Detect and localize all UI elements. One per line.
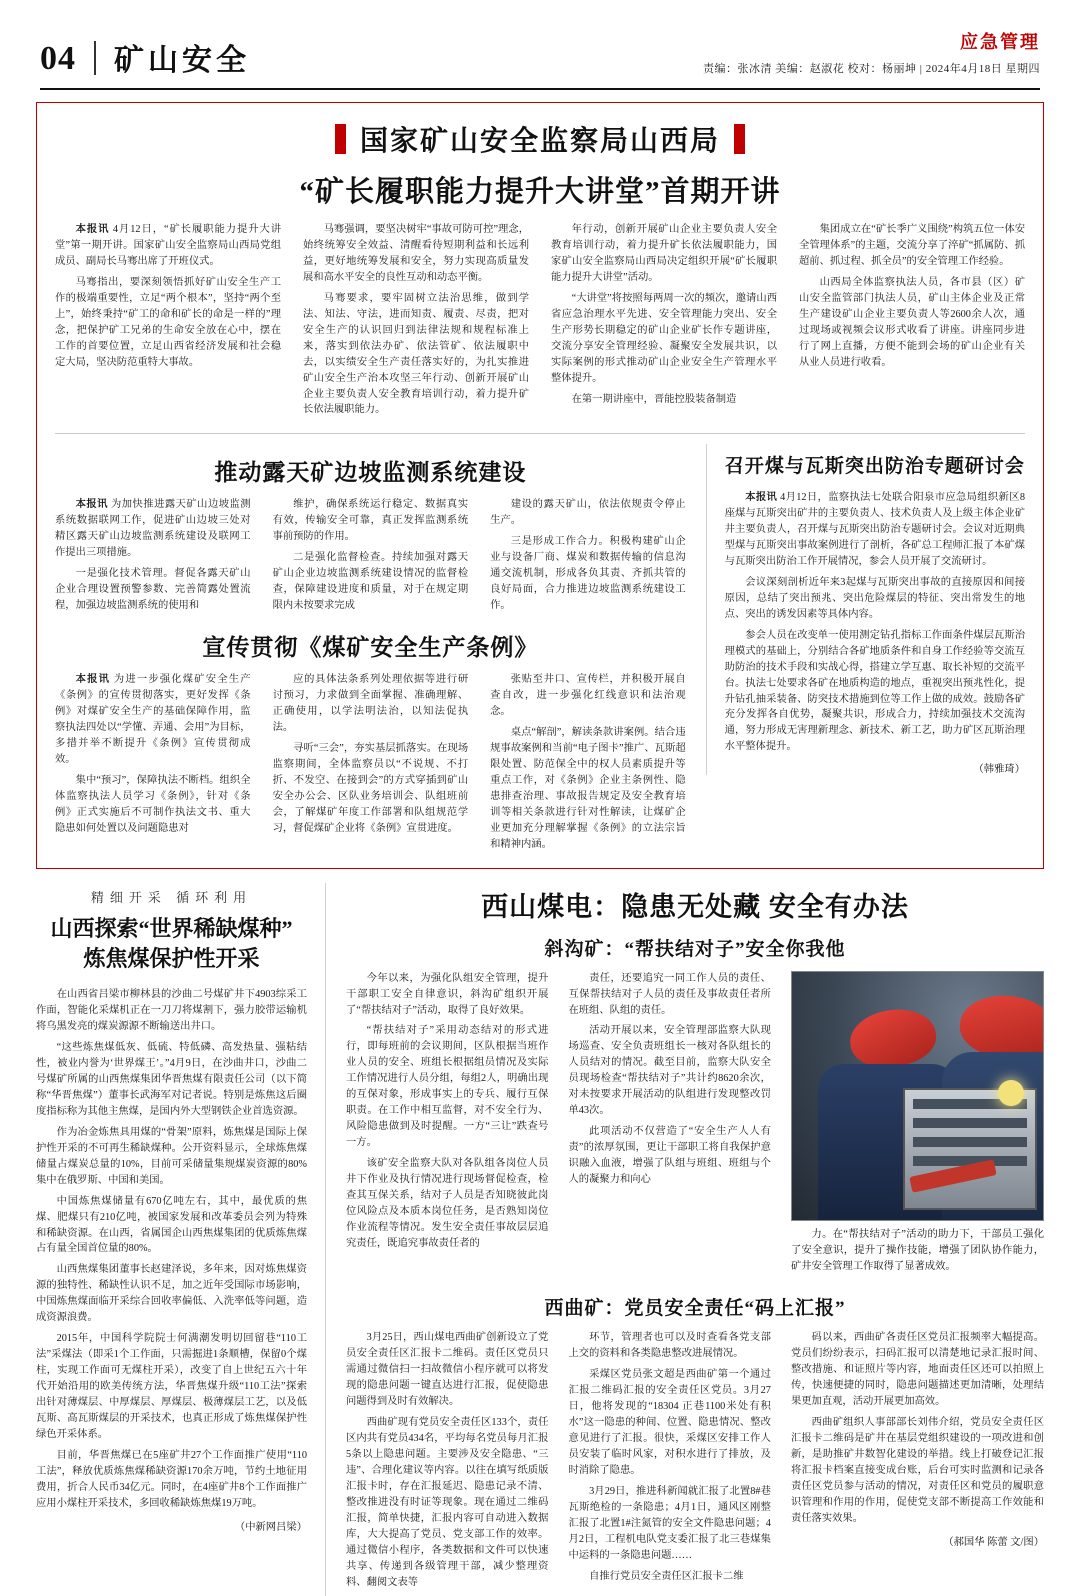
xiegou-columns bbox=[346, 971, 1044, 1280]
article-headline: 宣传贯彻《煤矿安全生产条例》 bbox=[202, 635, 539, 661]
paragraph: 维护，确保系统运行稳定、数据真实有效，传输安全可靠，真正发挥监测系统事前预防的作用。 bbox=[272, 499, 469, 543]
banner-tick-left-icon bbox=[335, 124, 346, 154]
regulation-columns bbox=[55, 672, 686, 857]
article-headline: 推动露天矿边坡监测系统建设 bbox=[214, 460, 527, 486]
masthead bbox=[0, 0, 1080, 82]
slope-col-1 bbox=[55, 497, 251, 619]
xiqu-col-3 bbox=[791, 1330, 1044, 1595]
lead-col-2 bbox=[303, 222, 529, 423]
paragraph: 西曲矿组织人事部部长刘伟介绍，党员安全责任区汇报卡二维码是矿井在基层党组织建设的一项改进和创新，是助推矿井数智化建设的举措。线上打破登记汇报将汇报卡档案直接变成台账，后台可实时监测和记录各责任区党员参与活动的情况，对责任区和党员的履职意识管理和作用的作用，促使党支部不断提高工作效能和责任落实效果。 bbox=[790, 1417, 1045, 1524]
banner-title: 国家矿山安全监察局山西局 bbox=[359, 125, 720, 156]
regulation-col-2 bbox=[273, 672, 469, 857]
paragraph: 二是强化监督检查。持续加强对露天矿山企业边坡监测系统建设情况的监督检查，保障建设进度和质量，对于在规定期限内未按要求完成 bbox=[272, 552, 469, 612]
paragraph: 集团成立在“矿长季广义围绕”构筑五位一体安全管理体系”的主题，交流分享了淬矿“抓属防、抓超前、抓过程、抓全员”的安全管理工作经验。 bbox=[799, 224, 1025, 267]
masthead-divider bbox=[94, 41, 96, 75]
regulation-col-3 bbox=[490, 672, 686, 857]
article-headline: 召开煤与瓦斯突出防治专题研讨会 bbox=[724, 456, 1025, 478]
xiqu-col-2 bbox=[568, 1330, 770, 1595]
lamp-icon bbox=[998, 1080, 1024, 1106]
paragraph: 西曲矿现有党员安全责任区133个，责任区内共有党员434名，平均每名党员每月汇报5条以上隐患问题。主要涉及安全隐患、“三违”、合理化建议等内容。以往在填写纸质版汇报卡时，存在汇报延迟、隐患记录不清、整改推进没有时证等现象。现在通过二维码汇报，简单快捷，汇报内容可自动进入数据库，大大提高了党员、党支部工作的效率。通过微信小程序，各类数据和文件可以快速共享、传递到各级管理干部，减少整理资料、翻阅文表等 bbox=[346, 1417, 549, 1588]
mine-workers-photo bbox=[791, 971, 1044, 1221]
paragraph: 采煤区党员张文超是西曲矿第一个通过汇报二维码汇报的安全责任区党员。3月27日，他将发现的“18304 正巷1100米处有积水”这一隐患的种间、位置、隐患情况、整改意见进行了汇报。很快，采煤区安排工作人员安装了临时风家，对积水进行了排放，及时消除了隐患。 bbox=[568, 1369, 771, 1477]
paragraph: 在山西省吕梁市柳林县的沙曲二号煤矿井下4903综采工作面，智能化采煤机正在一刀刀将煤割下，强力胶带运输机将乌黑发亮的煤炭源源不断输送出井口。 bbox=[36, 989, 307, 1033]
paragraph: 目前，华晋焦煤已在5座矿井27个工作面推广使用“110工法”，释放优质炼焦煤稀缺资源170余万吨，节约土地征用费用，折合人民币34亿元。同时，在4座矿井8个工作面推广应用小煤柱开采技术，多回收稀缺炼焦煤19万吨。 bbox=[36, 1449, 307, 1509]
paragraph: 山西焦煤集团董事长赵建泽说，多年来，因对炼焦煤资源的独特性、稀缺性认识不足，加之近年受国际市场影响，中国炼焦煤面临开采综合回收率偏低、入洗率低等问题，造成资源浪费。 bbox=[36, 1264, 307, 1324]
paragraph: 2015年，中国科学院院士何满潮发明切回留巷“110工法”采煤法（即采1个工作面，只需掘进1条顺槽，保留0个煤柱，实现工作面可无煤柱开采），改变了自上世纪五六十年代开始沿用的欧美传统方法，华晋焦煤升级“110工法”探索出针对薄煤层、中厚煤层、厚煤层、极薄煤层工艺，以及低瓦斯、高瓦斯煤层的开采技术，也真正形成了炼焦煤保护性绿色开采体系。 bbox=[36, 1333, 307, 1440]
lead-col-4 bbox=[799, 222, 1025, 423]
paragraph: 马骞要求，要牢固树立法治思维，做到学法、知法、守法，进而知责、履责、尽责，把对安全生产的认识回归到法律法规和规程标准上来，落实到依法办矿、依法管矿、依法履职中去，以实绩安全生产责任落实好的，为扎实推进矿山安全生产治本攻坚三年行动、创新开展矿山企业主要负责人安全教育培训行动，着力提升矿长依法履职能力。 bbox=[303, 292, 529, 416]
xiqu-col-1 bbox=[346, 1330, 548, 1595]
paragraph: 今年以来，为强化队组安全管理，提升干部职工安全自律意识，斜沟矿组织开展了“帮扶结对子”活动，取得了良好效果。 bbox=[346, 972, 549, 1016]
article-kicker: 精细开采 循环利用 bbox=[90, 889, 253, 905]
paragraph: 该矿安全监察大队对各队组各岗位人员井下作业及执行情况进行现场督促检查，检查其互保关系，结对子人员是否知晓彼此岗位风险点及本质本岗位任务，是否熟知岗位作业流程等情况。发生安全责任事故层层追究责任，既追究事故责任者的 bbox=[346, 1158, 549, 1249]
paragraph: 张贴至井口、宣传栏，并积极开展自查自改，进一步强化红线意识和法治观念。 bbox=[490, 674, 686, 718]
paragraph: 山西局全体监察执法人员，各市县（区）矿山安全监管部门执法人员，矿山主体企业及正常生产建设矿山企业主要负责人等2600余人次，通过现场或视频会议形式收看了讲座。讲座同步进行了网上直播，方便不能到会场的矿山企业有关从业人员进行收看。 bbox=[799, 276, 1025, 368]
paragraph: 本报讯 4月12日，监察执法七处联合阳泉市应急局组织新区8座煤与瓦斯突出矿井的主要负责人、技术负责人及上级主体企业矿井主要负责人，召开煤与瓦斯突出防治专题研讨会。会议对近期典型煤与瓦斯突出事故案例进行了剖析，各矿总工程师汇报了本矿煤与瓦斯突出防治工作开展情况，参会人员开展了交流研讨。 bbox=[724, 492, 1026, 567]
top-feature-box bbox=[36, 102, 1044, 869]
masthead-rule bbox=[40, 88, 1040, 90]
paragraph: 集中“预习”，保障执法不断档。组织全体监察执法人员学习《条例》，针对《条例》正式实施后不可制作执法文书、重大隐患如何处置以及问题隐患对 bbox=[55, 774, 251, 834]
paragraph: 一是强化技术管理。督促各露天矿山企业合理设置预警参数、完善简露处置流程，加强边坡监测系统的使用和 bbox=[55, 568, 251, 612]
lead-headline: “矿长履职能力提升大讲堂”首期开讲 bbox=[299, 176, 781, 208]
paragraph: 会议深刻剖析近年来3起煤与瓦斯突出事故的直接原因和间接原因，总结了突出预兆、突出危险煤层的特征、突出常发生的地点、突出的诱发因素等具体内容。 bbox=[724, 576, 1025, 620]
section-title: 矿山安全 bbox=[114, 44, 250, 77]
paragraph: 本报讯 为加快推进露天矿山边坡监测系统数据联网工作，促进矿山边坡三处对精区露天矿山边坡监测系统建设及联网工作提出三项措施。 bbox=[55, 499, 251, 559]
paragraph: 参会人员在改变单一使用测定钻孔指标工作面条件煤层瓦斯治理模式的基础上，分别结合各矿地质条件和自身工作经验等交流互助防治的技术手段和实战心得，搭建立学互惠、取长补短的交流平台。执法七处要求各矿在地质构造的地点，重视突出预兆性化，提升钻孔抽采装备、防突技术措施到位等工作上做的成效。鼓励各矿充分发挥各自优势，凝聚共识，形成合力，持续加强技术交流沟通，努力形成无害理新理念、新技术、新工艺，助力矿区瓦斯治理水平整体提升。 bbox=[724, 629, 1025, 753]
slope-col-3 bbox=[490, 497, 686, 619]
edition-credits: 责编：张冰清 美编：赵淑花 校对：杨丽坤 | 2024年4月18日 星期四 bbox=[703, 63, 1040, 75]
subheadline-xiqu: 西曲矿：党员安全责任“码上汇报” bbox=[544, 1298, 846, 1320]
lead-col-1 bbox=[55, 222, 281, 423]
photo-credit: （郝国华 陈蕾 文/图） bbox=[943, 1536, 1045, 1548]
paragraph: 此项活动不仅营造了“安全生产人人有责”的浓厚氛围，更让干部职工将自我保护意识融入血液，增强了队组与班组、班组与个人的凝聚力和向心 bbox=[568, 1126, 771, 1186]
paragraph: 本报讯 为进一步强化煤矿安全生产《条例》的宣传贯彻落实，更好发挥《条例》对煤矿安全生产的基础保障作用，监察执法四处以“学懂、弄通、会用”为目标，多措并举不断提升《条例》宣传贯彻成效。 bbox=[55, 674, 251, 765]
helmet-icon bbox=[846, 1004, 939, 1071]
paragraph: 力。在“帮扶结对子”活动的助力下，干部员工强化了安全意识，提升了操作技能，增强了团队协作能力，矿井安全管理工作取得了显著成效。 bbox=[790, 1228, 1045, 1272]
paragraph: 中国炼焦煤储量有670亿吨左右，其中，最优质的焦煤、肥煤只有210亿吨，被国家发展和改革委员会列为特殊和稀缺资源。在山西，省属国企山西焦煤集团的优质炼焦煤占有量全国首位量的80%。 bbox=[36, 1195, 307, 1255]
section-divider bbox=[55, 433, 1025, 434]
page-number: 04 bbox=[40, 40, 76, 77]
byline: （韩雅琦） bbox=[973, 764, 1025, 776]
paragraph: 本报讯 4月12日，“矿长履职能力提升大讲堂”第一期开讲。国家矿山安全监察局山西局党组成员、副局长马骞出席了开班仪式。 bbox=[55, 224, 282, 267]
paragraph: 活动开展以来，安全管理部监察大队现场巡查、安全负责班组长一核对各队组长的人员结对的情况。截至目前，监察大队安全员现场检查“帮扶结对子”共计约8620余次，对未按要求开展活动的队组进行发现整改罚单43次。 bbox=[568, 1025, 771, 1117]
paragraph: “大讲堂”将按照每两周一次的频次，邀请山西省应急治理水平先进、安全管理能力突出、安全生产形势长期稳定的矿山企业矿长作专题讲座，交流分享安全管理经验、凝聚安全发展共识，以实际案例的形式推动矿山企业安全生产管理水平整体提升。 bbox=[551, 292, 777, 384]
control-panel bbox=[903, 1088, 1037, 1210]
banner-tick-right-icon bbox=[734, 124, 745, 154]
paragraph: 建设的露天矿山，依法依规责令停止生产。 bbox=[490, 499, 686, 527]
paragraph: 三是形成工作合力。积极构建矿山企业与设备厂商、煤炭和数据传输的信息沟通交流机制，形成各负其责、齐抓共管的良好局面，合力推进边坡监测系统建设工作。 bbox=[490, 536, 686, 612]
paragraph: 责任，还要追究一同工作人员的责任、互保帮扶结对子人员的责任及事故责任者所在班组、队组的责任。 bbox=[568, 972, 771, 1016]
lead-col-3 bbox=[551, 222, 777, 423]
paragraph: “帮扶结对子”采用动态结对的形式进行，即每班前的会议期间，区队根据当班作业人员的安全、班组长根据组员情况及实际工作情况进行人员分组，每组2人，明确出现的互保对象，形成事实上的专兵、履行互保职责。在工作中相互监督，对不安全行为、风险隐患做到及时提醒。一方“三让”跌查号一方。 bbox=[346, 1025, 549, 1149]
paragraph: 环节，管理者也可以及时查看各党支部上交的资料和各类隐患整改进展情况。 bbox=[568, 1332, 771, 1360]
article-source: （中新网吕梁） bbox=[234, 1521, 307, 1533]
paragraph: 桌点“解剖”，解读条款讲案例。结合违规事故案例和当前“电子图卡”推广、瓦斯超限处置、防范保全中的权人员素质提升等重点工作，对《条例》企业主条例性、隐患排查治理、事故报告规定及安全教育培训等相关条款进行针对性解读，让煤矿企业更加充分理解掌握《条例》的立法宗旨和精神内涵。 bbox=[490, 726, 686, 850]
paragraph: 年行动，创新开展矿山企业主要负责人安全教育培训行动，着力提升矿长依法履职能力，国家矿山安全监察局山西局决定组织开展“矿长履职能力提升大讲堂”活动。 bbox=[551, 224, 777, 283]
xiegou-col-3 bbox=[791, 971, 1044, 1280]
paragraph: 在第一期讲座中，晋能控股装备制造 bbox=[571, 393, 737, 405]
subheadline-xiegou: 斜沟矿：“帮扶结对子”安全你我他 bbox=[544, 938, 846, 960]
paragraph: 3月29日，推进科新闻就汇报了北置8#巷瓦斯绝检的一条隐患；4月1日，通风区刚整汇报了北置1#注氮管的安全文件隐患问题；4月2日，工程机电队党支委汇报了北三巷煤集中运料的一条隐患问题…… bbox=[568, 1486, 771, 1561]
secondary-articles bbox=[55, 444, 1025, 857]
paragraph: 作为冶金炼焦具用煤的“骨架”原料，炼焦煤是国际上保护性开采的不可再生稀缺煤种。公开资料显示，全球炼焦煤储量占煤炭总量的10%，目前可采储量集规煤炭资源的80%集中在俄罗斯、中国和美国。 bbox=[36, 1126, 307, 1186]
masthead-right bbox=[703, 28, 1040, 76]
coking-coal-article bbox=[36, 883, 326, 1596]
paragraph: “这些炼焦煤低灰、低硫、特低磷、高发热量、强粘结性，被业内誉为‘世界煤王’。”4月9日，在沙曲井口，沙曲二号煤矿所属的山西焦煤集团华晋焦煤有限责任公司（以下简称“华晋焦煤”）董事长武海军对记者说。特别是炼焦这后圈度指标称为其他主焦煤，是国内外大型钢铁企业首选资源。 bbox=[36, 1042, 307, 1117]
lead-article-columns bbox=[55, 222, 1025, 423]
paragraph: 寻听“三会”，夯实基层抓落实。在现场监察期间，全体监察员以“不说规、不打折、不发空、在接到会”的方式穿插到矿山安全办公会、区队业务培训会、队组班前会，了解煤矿年度工作部署和队组规范学习，督促煤矿企业将《条例》宣贯进度。 bbox=[272, 742, 469, 834]
xiegou-col-2 bbox=[568, 971, 770, 1280]
xiqu-columns bbox=[346, 1330, 1044, 1595]
paragraph: 马骞指出，要深刻领悟抓好矿山安全生产工作的极端重要性，立足“两个根本”，坚持“两个至上”，始终秉持“矿工的命和矿长的命是一样的”理念，把保护矿工兄弟的生命安全放在心中，摆在工作的首要位置，立足山西省经济发展和社会稳定大局，坚决防范重特大事故。 bbox=[55, 276, 281, 368]
paragraph: 码以来，西曲矿各责任区党员汇报频率大幅提高。党员们纷纷表示，扫码汇报可以清楚地记录汇报时间、整改措施、和证照片等内容，地面责任区还可以拍照上传，快速便捷的同时，隐患问题描述更加清晰，处理结果更加直观，活动开展更加高效。 bbox=[790, 1332, 1045, 1408]
paragraph: 自推行党员安全责任区汇报卡二维 bbox=[589, 1570, 744, 1582]
brand-name: 应急管理 bbox=[960, 32, 1040, 52]
feature-banner bbox=[55, 119, 1025, 159]
paragraph: 马骞强调，要坚决树牢“事故可防可控”理念，始终统筹安全效益、清醒看待短期利益和长远利益，更好地统筹发展和安全，努力实现高质量发展和高水平安全的良性互动和动态平衡。 bbox=[303, 224, 529, 283]
slope-monitoring-article bbox=[55, 444, 686, 857]
slope-col-2 bbox=[273, 497, 469, 619]
xishan-coal-feature bbox=[346, 883, 1044, 1596]
paragraph: 应的具体法条系列处理依据等进行研讨预习，力求做到全面掌握、准确理解、正确使用，以学法明法治，以知法促执法。 bbox=[272, 674, 469, 733]
gas-outburst-article bbox=[706, 444, 1025, 775]
article-headline: 山西探索“世界稀缺煤种” 炼焦煤保护性开采 bbox=[50, 915, 293, 972]
paragraph: 3月25日，西山煤电西曲矿创新设立了党员安全责任区汇报卡二维码。责任区党员只需通过微信扫一扫故微信小程序就可以将发现的隐患问题一键直达进行汇报，促使隐患问题得到及时有效解决。 bbox=[346, 1332, 549, 1408]
xiegou-col-1 bbox=[346, 971, 548, 1280]
lower-section bbox=[36, 883, 1044, 1596]
slope-columns bbox=[55, 497, 686, 619]
regulation-col-1 bbox=[55, 672, 251, 857]
feature-headline: 西山煤电：隐患无处藏 安全有办法 bbox=[481, 891, 909, 922]
